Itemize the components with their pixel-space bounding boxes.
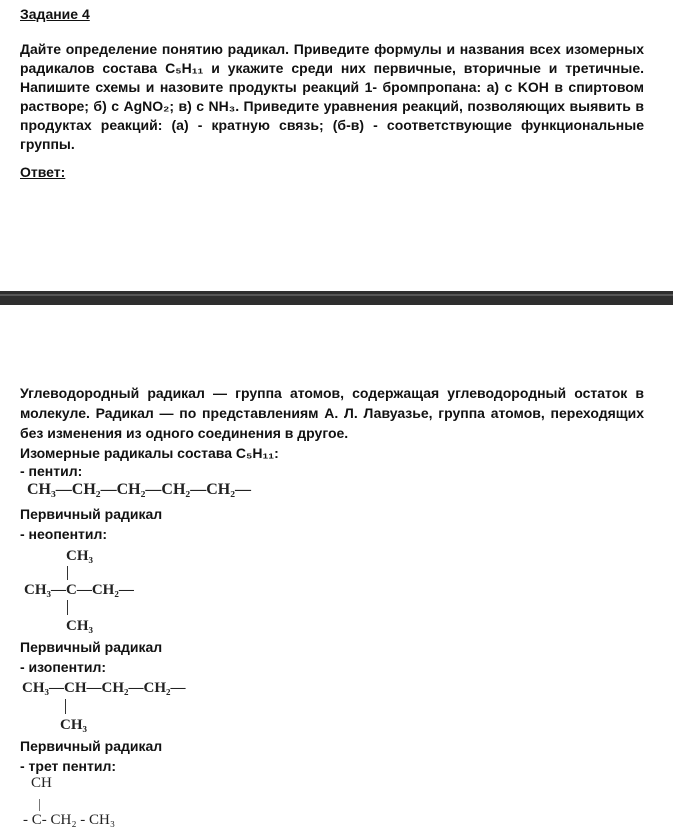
section-divider [0,291,673,305]
pentyl-type: Первичный радикал [20,506,163,522]
isopentyl-type: Первичный радикал [20,738,163,754]
radical-definition: Углеводородный радикал — группа атомов, содержащая углеводородный остаток в молекуле. Радикал — по представлениям А. Л. Лавуазье, группа атомов, переходящих без изменения из одного соединения в другое. [20,385,644,441]
neopentyl-top: CH₃ [66,548,93,564]
answer-section [20,383,644,463]
isopentyl-name: - изопентил: [20,659,107,675]
neopentyl-type: Первичный радикал [20,639,163,655]
tert-pentyl-top: CH [31,775,52,791]
neopentyl-bond-down [67,600,68,615]
pentyl-name: - пентил: [20,463,83,479]
tert-pentyl-main: - C- CH₂ - CH₃ [23,812,116,828]
answer-label: Ответ: [20,164,66,180]
task-title: Задание 4 [20,6,90,22]
isopentyl-bottom: CH₃ [60,717,87,733]
isopentyl-main: CH₃—CH—CH₂—CH₂— [22,680,186,696]
neopentyl-main: CH₃—C—CH₂— [24,582,134,598]
isopentyl-bond-down [65,699,66,714]
pentyl-formula: CH₃—CH₂—CH₂—CH₂—CH₂— [27,481,251,498]
isomers-heading: Изомерные радикалы состава C₅H₁₁: [20,445,279,461]
task-text: Дайте определение понятию радикал. Приведите формулы и названия всех изомерных радикалов состава C₅H₁₁ и укажите среди них первичные, вторичные и третичные. Напишите схемы и назовите продукты реакций 1- бромпропана: а) с KOH в спиртовом растворе; б) с AgNO₂; в) с NH₃. Приведите уравнения реакций, позволяющих выявить в продуктах реакций: (а) - кратную связь; (б-в) - соответствующие функциональные группы. [20,41,644,152]
task-section [20,6,644,154]
tert-pentyl-bond-up [39,799,40,811]
neopentyl-bond-up [67,566,68,580]
neopentyl-name: - неопентил: [20,526,108,542]
neopentyl-bottom: CH₃ [66,618,93,634]
tert-pentyl-name: - трет пентил: [20,758,117,774]
